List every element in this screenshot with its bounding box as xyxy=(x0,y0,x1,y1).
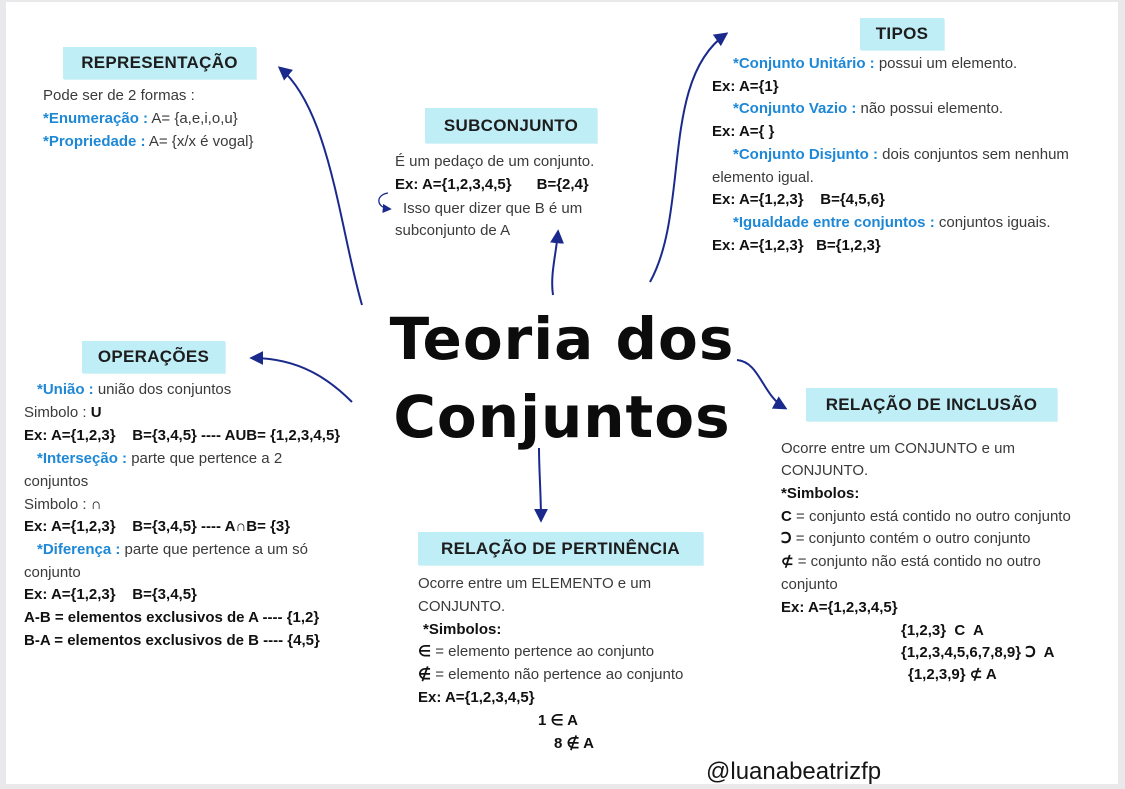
diferenca-desc-2: conjunto xyxy=(24,564,81,581)
pertinencia-example: Ex: A={1,2,3,4,5} xyxy=(418,689,535,706)
arrow-to-representacao xyxy=(280,68,362,305)
disjunto-desc: dois conjuntos sem nenhum xyxy=(877,146,1069,163)
pertinencia-nao-pertence xyxy=(418,663,683,686)
enumeracao-value: A= {a,e,i,o,u} xyxy=(148,110,238,127)
uniao-symbol-line xyxy=(24,401,102,424)
arrow-to-subconjunto xyxy=(552,232,558,295)
curved-arrow-icon xyxy=(379,193,390,209)
inclusao-heading: RELAÇÃO DE INCLUSÃO xyxy=(806,388,1057,421)
subconjunto-example: Ex: A={1,2,3,4,5} B={2,4} xyxy=(395,176,589,193)
inclusao-example-1: {1,2,3} C A xyxy=(901,622,984,639)
inclusao-desc-1: Ocorre entre um CONJUNTO e um xyxy=(781,440,1015,457)
disjunto-label: *Conjunto Disjunto : xyxy=(733,146,878,163)
uniao-desc: união dos conjuntos xyxy=(93,381,232,398)
tipo-disjunto xyxy=(733,143,1069,166)
contido-desc: = conjunto está contido no outro conjunto xyxy=(791,508,1071,525)
operacao-intersecao xyxy=(37,447,282,470)
representacao-intro: Pode ser de 2 formas : xyxy=(43,87,195,104)
pertinencia-example-2: 8 ∉ A xyxy=(554,735,595,752)
subconjunto-explanation-1: Isso quer dizer que B é um xyxy=(403,200,583,217)
tipo-unitario-example: Ex: A={1} xyxy=(712,78,779,95)
subconjunto-explanation-2: subconjunto de A xyxy=(395,222,511,239)
arrow-to-operacoes xyxy=(252,358,352,402)
title-line-1: Teoria dos xyxy=(389,305,735,373)
nao-contido-desc: = conjunto não está contido no outro xyxy=(793,553,1041,570)
propriedade-value: A= {x/x é vogal} xyxy=(145,133,254,150)
subconjunto-heading: SUBCONJUNTO xyxy=(425,108,597,143)
diferenca-example: Ex: A={1,2,3} B={3,4,5} xyxy=(24,586,197,603)
propriedade-label: *Propriedade : xyxy=(43,133,146,150)
intersecao-example: Ex: A={1,2,3} B={3,4,5} ---- A∩B= {3} xyxy=(24,518,291,535)
diferenca-label: *Diferença : xyxy=(37,541,121,558)
arrow-to-pertinencia xyxy=(539,448,541,520)
uniao-example: Ex: A={1,2,3} B={3,4,5} ---- AUB= {1,2,3,4,5} xyxy=(24,427,341,444)
inclusao-contido xyxy=(781,505,1071,528)
intersection-symbol-icon: ∩ xyxy=(90,496,102,513)
uniao-label: *União : xyxy=(37,381,94,398)
tipo-disjunto-desc-2: elemento igual. xyxy=(712,169,814,186)
diferenca-desc: parte que pertence a um só xyxy=(120,541,308,558)
tipo-unitario xyxy=(733,52,1017,75)
diferenca-b-menos-a: B-A = elementos exclusivos de B ---- {4,5} xyxy=(24,632,320,649)
operacoes-heading: OPERAÇÕES xyxy=(82,341,225,373)
inclusao-example-2: {1,2,3,4,5,6,7,8,9} Ↄ A xyxy=(901,644,1055,661)
tipo-igualdade xyxy=(733,211,1051,234)
intersecao-label: *Interseção : xyxy=(37,450,128,467)
inclusao-simbolos: *Simbolos: xyxy=(781,485,860,502)
subset-icon: C xyxy=(781,508,792,525)
pertinencia-heading: RELAÇÃO DE PERTINÊNCIA xyxy=(418,532,703,565)
author-handle: @luanabeatrizfp xyxy=(706,758,882,785)
diferenca-a-menos-b: A-B = elementos exclusivos de A ---- {1,2} xyxy=(24,609,320,626)
pertinencia-pertence xyxy=(418,640,654,663)
element-of-icon: ∈ xyxy=(418,643,432,660)
intersecao-symbol-label: Simbolo : xyxy=(24,496,91,513)
not-element-of-icon: ∉ xyxy=(418,666,432,683)
tipo-disjunto-example: Ex: A={1,2,3} B={4,5,6} xyxy=(712,191,885,208)
operacao-uniao xyxy=(37,378,231,401)
igualdade-desc: conjuntos iguais. xyxy=(934,214,1051,231)
unitario-desc: possui um elemento. xyxy=(874,55,1018,72)
pertinencia-desc-2: CONJUNTO. xyxy=(418,598,506,615)
inclusao-example: Ex: A={1,2,3,4,5} xyxy=(781,599,898,616)
inclusao-nao-contido xyxy=(781,550,1041,573)
pertinencia-simbolos: *Simbolos: xyxy=(423,621,502,638)
vazio-label: *Conjunto Vazio : xyxy=(733,100,857,117)
pertinencia-desc-1: Ocorre entre um ELEMENTO e um xyxy=(418,575,652,592)
unitario-label: *Conjunto Unitário : xyxy=(733,55,875,72)
inclusao-desc-2: CONJUNTO. xyxy=(781,462,869,479)
pertinencia-example-1: 1 ∈ A xyxy=(538,712,579,729)
enumeracao-label: *Enumeração : xyxy=(43,110,149,127)
not-subset-icon: ⊄ xyxy=(781,553,794,570)
title-line-2: Conjuntos xyxy=(393,383,731,451)
main-title xyxy=(372,300,752,456)
tipo-vazio xyxy=(733,97,1003,120)
igualdade-label: *Igualdade entre conjuntos : xyxy=(733,214,935,231)
inclusao-example-3: {1,2,3,9} ⊄ A xyxy=(908,666,997,683)
tipo-vazio-example: Ex: A={ } xyxy=(712,123,775,140)
intersecao-desc-2: conjuntos xyxy=(24,473,89,490)
intersecao-desc: parte que pertence a 2 xyxy=(127,450,283,467)
superset-icon: Ↄ xyxy=(781,530,792,547)
nao-pertence-desc: = elemento não pertence ao conjunto xyxy=(431,666,684,683)
pertence-desc: = elemento pertence ao conjunto xyxy=(431,643,655,660)
subconjunto-definition: É um pedaço de um conjunto. xyxy=(395,153,595,170)
inclusao-contem xyxy=(781,527,1030,550)
contem-desc: = conjunto contém o outro conjunto xyxy=(791,530,1031,547)
tipos-heading: TIPOS xyxy=(860,18,944,50)
representacao-propriedade xyxy=(43,130,254,153)
representacao-heading: REPRESENTAÇÃO xyxy=(63,47,256,79)
tipo-igualdade-example: Ex: A={1,2,3} B={1,2,3} xyxy=(712,237,881,254)
operacao-diferenca xyxy=(37,538,308,561)
inclusao-nao-contido-2: conjunto xyxy=(781,576,838,593)
union-symbol-icon: U xyxy=(90,404,102,421)
vazio-desc: não possui elemento. xyxy=(856,100,1004,117)
uniao-symbol-label: Simbolo : xyxy=(24,404,91,421)
intersecao-symbol-line xyxy=(24,493,102,516)
representacao-enumeracao xyxy=(43,107,238,130)
